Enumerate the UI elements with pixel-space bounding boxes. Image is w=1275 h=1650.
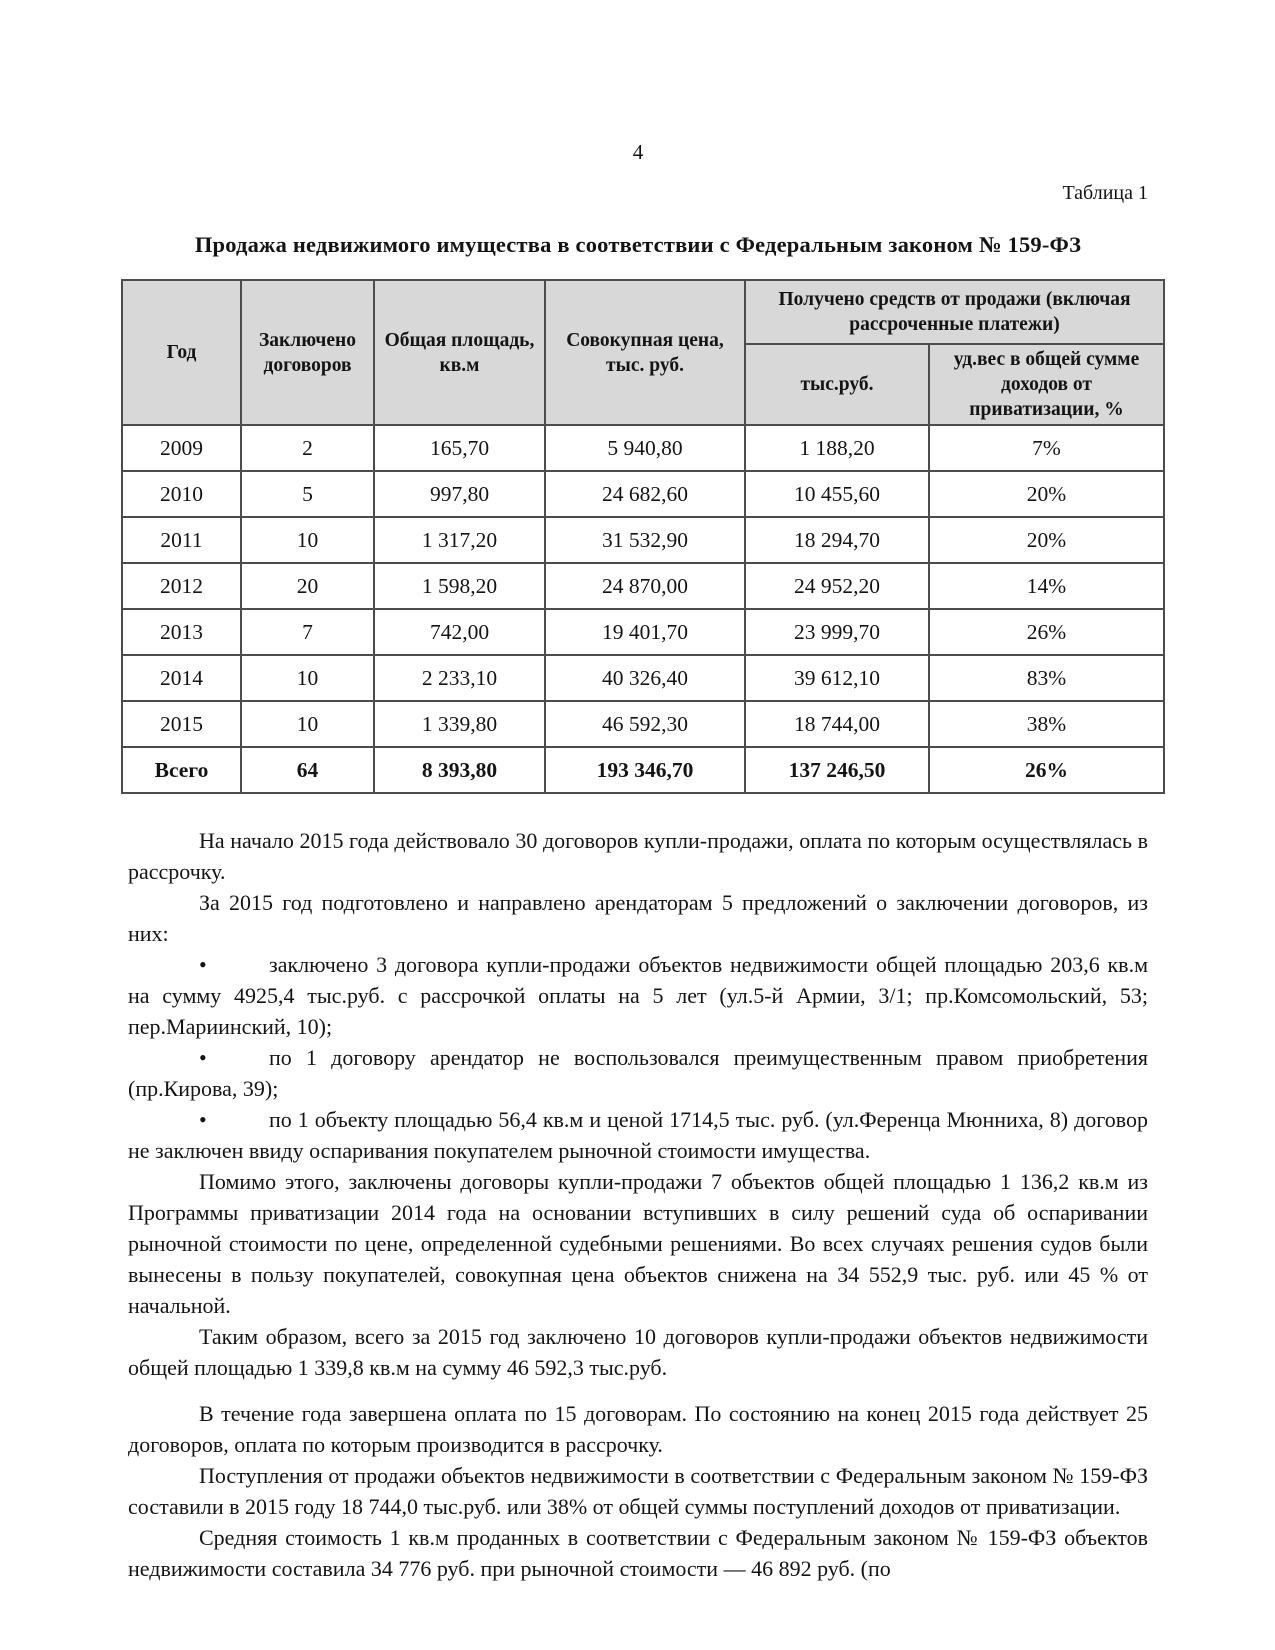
- contracts-cell: 64: [241, 747, 374, 793]
- paragraph: [128, 1398, 1148, 1460]
- paragraph-text: по 1 объекту площадью 56,4 кв.м и ценой 1714,5 тыс. руб. (ул.Ференца Мюнниха, 8) договор не заключен ввиду оспаривания покупателем рыночной стоимости имущества.: [128, 1107, 1148, 1163]
- price-cell: 193 346,70: [545, 747, 745, 793]
- share-cell: 14%: [929, 563, 1164, 609]
- area-cell: 2 233,10: [374, 655, 545, 701]
- received-cell: 137 246,50: [745, 747, 929, 793]
- contracts-cell: 10: [241, 701, 374, 747]
- area-cell: 1 339,80: [374, 701, 545, 747]
- table-row: [122, 471, 1164, 517]
- area-cell: 8 393,80: [374, 747, 545, 793]
- table-row: [122, 655, 1164, 701]
- paragraph-text: Помимо этого, заключены договоры купли-продажи 7 объектов общей площадью 1 136,2 кв.м из Программы приватизации 2014 года на основании вступивших в силу решений суда об оспаривании рыночной стоимости по цене, определенной судебными решениями. Во всех случаях решения судов были вынесены в пользу покупателей, совокупная цена объектов снижена на 34 552,9 тыс. руб. или 45 % от начальной.: [128, 1169, 1148, 1318]
- share-cell: 20%: [929, 471, 1164, 517]
- table-total-row: [122, 747, 1164, 793]
- bullet-paragraph: [128, 1104, 1148, 1166]
- paragraph-text: по 1 договору арендатор не воспользовался преимущественным правом приобретения (пр.Кирова, 39);: [128, 1045, 1148, 1101]
- header-area: Общая площадь, кв.м: [374, 280, 545, 425]
- header-contracts: Заключено договоров: [241, 280, 374, 425]
- share-cell: 7%: [929, 425, 1164, 471]
- share-cell: 38%: [929, 701, 1164, 747]
- area-cell: 742,00: [374, 609, 545, 655]
- contracts-cell: 10: [241, 655, 374, 701]
- header-price: Совокупная цена, тыс. руб.: [545, 280, 745, 425]
- price-cell: 5 940,80: [545, 425, 745, 471]
- paragraph-text: Поступления от продажи объектов недвижимости в соответствии с Федеральным законом № 159-ФЗ составили в 2015 году 18 744,0 тыс.руб. или 38% от общей суммы поступлений доходов от приватизации.: [128, 1463, 1148, 1519]
- year-cell: 2012: [122, 563, 241, 609]
- received-cell: 39 612,10: [745, 655, 929, 701]
- paragraph-text: В течение года завершена оплата по 15 договорам. По состоянию на конец 2015 года действует 25 договоров, оплата по которым производится в рассрочку.: [128, 1401, 1148, 1457]
- table-title: Продажа недвижимого имущества в соответствии с Федеральным законом № 159-ФЗ: [194, 232, 1082, 257]
- received-cell: 10 455,60: [745, 471, 929, 517]
- contracts-cell: 5: [241, 471, 374, 517]
- price-cell: 24 870,00: [545, 563, 745, 609]
- share-cell: 83%: [929, 655, 1164, 701]
- contracts-cell: 2: [241, 425, 374, 471]
- share-cell: 26%: [929, 609, 1164, 655]
- table-row: [122, 563, 1164, 609]
- received-cell: 18 294,70: [745, 517, 929, 563]
- year-cell: 2009: [122, 425, 241, 471]
- price-cell: 40 326,40: [545, 655, 745, 701]
- year-cell: 2014: [122, 655, 241, 701]
- share-cell: 26%: [929, 747, 1164, 793]
- paragraph: [128, 1321, 1148, 1383]
- page-number: 4: [632, 140, 644, 164]
- year-cell: 2013: [122, 609, 241, 655]
- paragraph: [128, 1166, 1148, 1321]
- sales-table: [121, 279, 1165, 794]
- year-cell: Всего: [122, 747, 241, 793]
- bullet-icon: •: [199, 1045, 207, 1070]
- table-row: [122, 609, 1164, 655]
- paragraph-text: На начало 2015 года действовало 30 договоров купли-продажи, оплата по которым осуществлялась в рассрочку.: [128, 828, 1148, 884]
- year-cell: 2010: [122, 471, 241, 517]
- year-cell: 2011: [122, 517, 241, 563]
- paragraph: [128, 825, 1148, 887]
- header-received-share: уд.вес в общей сумме доходов от приватизации, %: [929, 344, 1164, 425]
- table-row: [122, 517, 1164, 563]
- header-year: Год: [122, 280, 241, 425]
- paragraph-text: За 2015 год подготовлено и направлено арендаторам 5 предложений о заключении договоров, из них:: [128, 890, 1148, 946]
- header-received-group: Получено средств от продажи (включая рассроченные платежи): [745, 280, 1164, 344]
- year-cell: 2015: [122, 701, 241, 747]
- bullet-icon: •: [199, 1107, 207, 1132]
- paragraph-text: Средняя стоимость 1 кв.м проданных в соответствии с Федеральным законом № 159-ФЗ объектов недвижимости составила 34 776 руб. при рыночной стоимости — 46 892 руб. (по: [128, 1525, 1148, 1581]
- paragraph: [128, 1522, 1148, 1584]
- table-caption: Таблица 1: [1062, 182, 1148, 204]
- bullet-icon: •: [199, 952, 207, 977]
- area-cell: 1 598,20: [374, 563, 545, 609]
- table-row: [122, 701, 1164, 747]
- paragraph: [128, 887, 1148, 949]
- price-cell: 19 401,70: [545, 609, 745, 655]
- price-cell: 31 532,90: [545, 517, 745, 563]
- contracts-cell: 10: [241, 517, 374, 563]
- paragraph-text: Таким образом, всего за 2015 год заключено 10 договоров купли-продажи объектов недвижимости общей площадью 1 339,8 кв.м на сумму 46 592,3 тыс.руб.: [128, 1324, 1148, 1380]
- header-row-top: [122, 280, 1164, 344]
- received-cell: 23 999,70: [745, 609, 929, 655]
- contracts-cell: 20: [241, 563, 374, 609]
- contracts-cell: 7: [241, 609, 374, 655]
- price-cell: 24 682,60: [545, 471, 745, 517]
- price-cell: 46 592,30: [545, 701, 745, 747]
- paragraph-text: заключено 3 договора купли-продажи объектов недвижимости общей площадью 203,6 кв.м на сумму 4925,4 тыс.руб. с рассрочкой оплаты на 5 лет (ул.5-й Армии, 3/1; пр.Комсомольский, 53; пер.Мариинский, 10);: [128, 952, 1148, 1039]
- area-cell: 165,70: [374, 425, 545, 471]
- area-cell: 997,80: [374, 471, 545, 517]
- area-cell: 1 317,20: [374, 517, 545, 563]
- bullet-paragraph: [128, 1042, 1148, 1104]
- received-cell: 18 744,00: [745, 701, 929, 747]
- body-text: [128, 825, 1148, 1584]
- bullet-paragraph: [128, 949, 1148, 1042]
- received-cell: 24 952,20: [745, 563, 929, 609]
- share-cell: 20%: [929, 517, 1164, 563]
- table-row: [122, 425, 1164, 471]
- header-received-rub: тыс.руб.: [745, 344, 929, 425]
- received-cell: 1 188,20: [745, 425, 929, 471]
- paragraph: [128, 1460, 1148, 1522]
